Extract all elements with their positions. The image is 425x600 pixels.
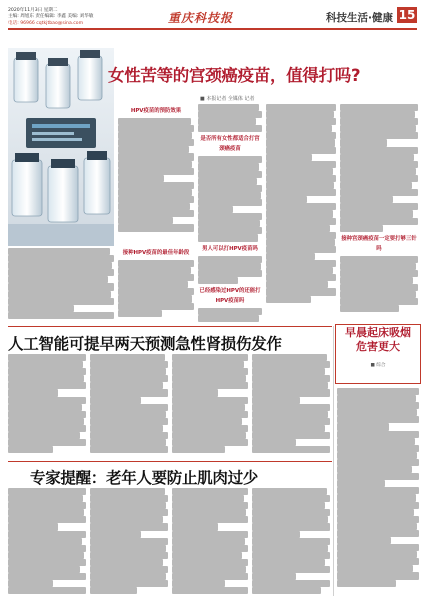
section-title: 科技生活·健康: [326, 12, 393, 24]
sidebar-title: [340, 326, 416, 354]
masthead-rule: [8, 28, 417, 30]
masthead: [8, 6, 417, 42]
story2-column-3: [172, 354, 248, 460]
story1-column-1: [118, 104, 194, 244]
subhead-best-age: 接种HPV疫苗的最佳年龄段: [122, 250, 190, 256]
story3-title: 专家提醒：老年人要防止肌肉过少: [30, 469, 259, 487]
sidebar-body: [337, 388, 419, 596]
story2-column-4: [252, 354, 330, 460]
story1-column-3: [266, 104, 336, 324]
story1-column-5: [8, 248, 114, 326]
section-divider-1: [8, 326, 332, 327]
main-headline: 女性苦等的宫颈癌疫苗，值得打吗?: [108, 66, 361, 85]
sidebar-byline: ■ 综合: [370, 363, 386, 368]
contact-email: 电话: 96966 cqtkjtbao@sina.com: [8, 20, 84, 26]
page-number: 15: [398, 8, 416, 22]
sidebar-title-line-2: 危害更大: [356, 340, 400, 353]
newspaper-logo: 重庆科技报: [168, 11, 234, 25]
vaccine-vials-illustration: [8, 48, 114, 246]
subhead-men: 男人可以打HPV疫苗吗: [202, 245, 258, 252]
story2-column-2: [90, 354, 168, 460]
vaccine-vials-photo: [8, 48, 114, 246]
story1-column-6: [118, 246, 194, 324]
story3-column-4: [252, 488, 330, 596]
story3-column-3: [172, 488, 248, 596]
sidebar-title-line-1: 早晨起床吸烟: [345, 326, 411, 339]
story3-column-1: [8, 488, 86, 596]
issue-date: 2020年11月3日 星期二: [8, 8, 58, 13]
story2-title: 人工智能可提早两天预测急性肾损伤发作: [8, 335, 282, 353]
subhead-infected: 已经感染过HPV的还能打HPV疫苗吗: [199, 287, 261, 304]
story3-column-2: [90, 488, 168, 596]
story2-column-1: [8, 354, 86, 460]
editor-credits: 主编: 周旭东 责任编辑: 李鑫 美编: 刘华敏: [8, 14, 94, 20]
masthead-info: [8, 8, 128, 27]
subhead-all-women: 是否所有女性都适合打宫颈癌疫苗: [200, 136, 260, 153]
story1-column-4: [340, 104, 418, 324]
subhead-hpv-effect: HPV疫苗的预防效果: [130, 108, 182, 114]
subhead-three-doses: 接种宫颈癌疫苗一定要打够三针吗: [341, 235, 417, 252]
sidebar-divider: [333, 326, 334, 596]
story1-column-2: [198, 104, 262, 324]
main-byline: ■ 本报记者 全媒体 记者: [200, 96, 255, 102]
section-divider-2: [8, 461, 332, 462]
